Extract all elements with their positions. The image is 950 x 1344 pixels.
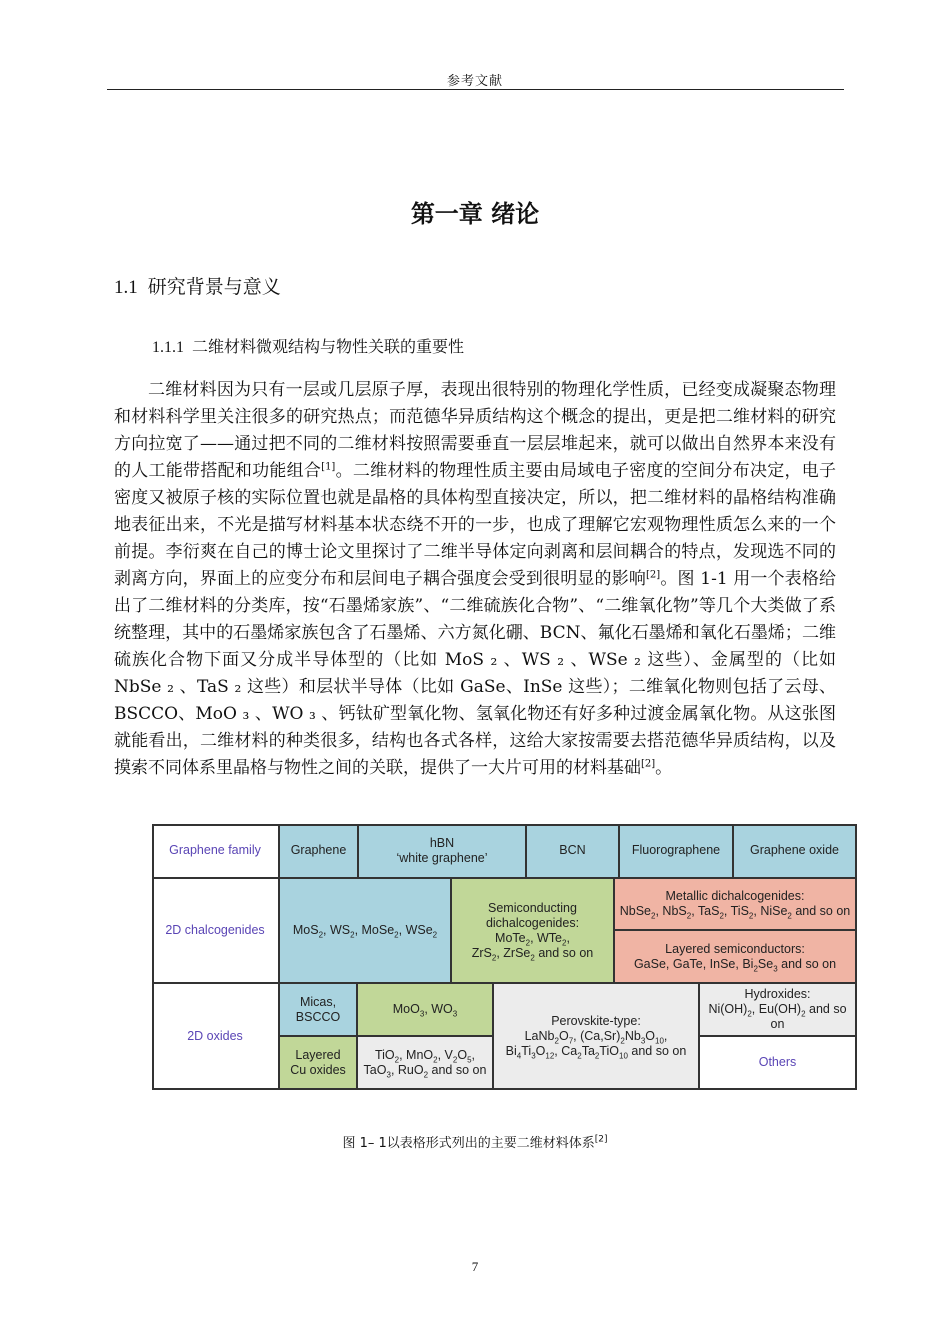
chalcogenides-label: 2D chalcogenides (152, 879, 280, 984)
formula-part: and so on (777, 956, 837, 971)
formula-part: O (457, 1047, 468, 1062)
formula-part: NbSe (619, 904, 652, 918)
cell-line: Metallic dichalcogenides: (665, 889, 805, 903)
formula-sub: 2 (432, 930, 438, 940)
formula-part: , WS (323, 923, 351, 937)
cell-line: Semiconducting (488, 900, 577, 915)
formula-part: , NbS (655, 904, 687, 918)
formula-part: O (535, 1043, 546, 1058)
cell-line (525, 1029, 668, 1044)
formula-part: , WO (424, 1002, 453, 1016)
formula-part: MoO (392, 1002, 420, 1016)
figure-caption (0, 1132, 950, 1151)
formula-sub: 2 (787, 911, 792, 921)
paragraph-part: 。 (655, 758, 673, 778)
hbn-line: hBN (429, 835, 455, 850)
formula-part: , (663, 1028, 668, 1043)
formula-part: Bi (505, 1043, 517, 1058)
others-cell: Others (700, 1037, 857, 1090)
paragraph-part: 。图 1-1 用一个表格给出了二维材料的分类库，按“石墨烯家族”、“二维硫族化合物”、“二维氧化物”等几个大类做了系统整理，其中的石墨烯家族包含了石墨烯、六方氮化硼、BCN、氟化石墨烯和氧化石墨烯；二维硫族化合物下面又分成半导体型的（比如 MoS ₂ 、WS ₂ 、WSe ₂ 这些）、金属型的（比如 NbSe ₂ 、TaS ₂ 这些）和层状半导体（比如 GaSe、InSe 这些）；二维氧化物则包括了云母、BSCCO、MoO ₃ 、WO ₃ 、钙钛矿型氧化物、氢氧化物还有好多种过渡金属氧化物。从这张图就能看出，二维材料的种类很多，结构也各式各样，这给大家按需要去搭范德华异质结构，以及摸索不同体系里晶格与物性之间的关联，提供了一大片可用的材料基础 (114, 569, 837, 778)
formula-sub: 2 (577, 1051, 582, 1060)
hbn-cell (359, 824, 527, 879)
formula-sub: 2 (554, 1036, 559, 1045)
formula-part: and so on (791, 904, 851, 918)
formula-part: , RuO (390, 1062, 424, 1077)
hydroxides-cell (700, 984, 857, 1037)
formula-part: MoS (292, 923, 319, 937)
formula-sub: 2 (753, 964, 758, 973)
formula-sub: 2 (350, 930, 355, 940)
formula-sub: 2 (530, 953, 535, 962)
formula-sub: 2 (423, 1070, 429, 1079)
layered-cu-oxides-cell (280, 1037, 358, 1090)
subsection-title: 二维材料微观结构与物性关联的重要性 (192, 337, 465, 356)
formula-sub: 3 (640, 1036, 646, 1045)
graphene-cell: Graphene (280, 824, 359, 879)
graphene-oxide-cell: Graphene oxide (734, 824, 857, 879)
cell-line: Micas, (299, 994, 337, 1009)
formula-sub: 2 (562, 938, 567, 947)
formula-part: MoTe (495, 930, 526, 945)
cell-line (620, 904, 851, 919)
cell-line: Cu oxides (290, 1062, 346, 1077)
tio2-cell (358, 1037, 494, 1090)
formula-part: Ni(OH) (708, 1002, 748, 1016)
formula-sub: 2 (318, 930, 324, 940)
formula-part: , MnO (399, 1047, 434, 1062)
cell-line (375, 1048, 475, 1063)
formula-sub: 12 (545, 1051, 555, 1060)
formula-sub: 2 (394, 1055, 400, 1064)
formula-sub: 10 (655, 1036, 664, 1045)
formula-part: O (645, 1028, 655, 1043)
cell-line: Layered semiconductors: (665, 941, 805, 956)
formula-part: , Ca (554, 1043, 578, 1058)
bcn-cell: BCN (527, 824, 620, 879)
formula-sub: 3 (531, 1051, 536, 1060)
running-header: 参考文献 (446, 74, 503, 89)
layered-semiconductors-cell (615, 931, 857, 984)
mos2-cell (280, 879, 452, 984)
formula-part: TiO (599, 1043, 620, 1058)
formula-part: Nb (624, 1028, 641, 1043)
subsection-heading (152, 334, 464, 357)
citation: [1] (321, 461, 336, 473)
cell-line: BSCCO (295, 1009, 341, 1024)
formula-sub: 2 (747, 1009, 752, 1019)
semiconducting-cell (452, 879, 615, 984)
formula-sub: 7 (568, 1036, 574, 1045)
section-heading (114, 272, 281, 299)
formula-part: , WTe (530, 930, 563, 945)
formula-part: , (Ca,Sr) (573, 1028, 621, 1043)
formula-sub: 2 (651, 911, 656, 921)
graphene-family-label: Graphene family (152, 824, 280, 879)
cell-line (472, 946, 593, 961)
micas-cell (280, 984, 358, 1037)
moo3-cell (358, 984, 494, 1037)
perovskite-cell (494, 984, 700, 1090)
formula-sub: 2 (433, 1055, 438, 1064)
formula-part: , ZrSe (496, 945, 531, 960)
formula-sub: 2 (452, 1055, 458, 1064)
formula-part: Ti (521, 1043, 532, 1058)
formula-part: , TaS (691, 904, 720, 918)
formula-part: TaO (363, 1062, 387, 1077)
cell-line: Layered (295, 1047, 341, 1062)
paragraph-part: 。二维材料的物理性质主要由局域电子密度的空间分布决定，电子密度又被原子核的实际位置也就是晶格的具体构型直接决定，所以，把二维材料的晶格结构准确地表征出来，不光是描写材料基本状态绕不开的一步，也成了理解它宏观物理性质怎么来的一个前提。李衍爽在自己的博士论文里探讨了二维半导体定向剥离和层间耦合的特点，发现选不同的剥离方向，界面上的应变分布和层间电子耦合强度会受到很明显的影响 (114, 461, 837, 589)
formula-sub: 2 (620, 1036, 625, 1045)
fluorographene-cell: Fluorographene (620, 824, 734, 879)
citation: [2] (646, 569, 661, 581)
chapter-title: 第一章 绪论 (410, 200, 540, 228)
formula-part: , V (437, 1047, 453, 1062)
cell-line (506, 1044, 687, 1059)
formula-sub: 3 (773, 964, 778, 973)
cell-line: dichalcogenides: (485, 915, 580, 930)
paragraph-part: 二维材料因为只有一层或几层原子厚，表现出很特别的物理化学性质，已经变成凝聚态物理和材料科学里关注很多的研究热点；而范德华异质结构这个概念的提出，更是把二维材料的研究方向拉宽了——通过把不同的二维材料按照需要垂直一层层堆起来，就可以做出自然界本来没有的人工能带搭配和功能组合 (114, 380, 836, 481)
formula-sub: 2 (748, 911, 754, 921)
formula-part: TiO (374, 1047, 395, 1062)
formula-part: , Eu(OH) (751, 1002, 802, 1016)
caption-text: 图 1– 1以表格形式列出的主要二维材料体系 (342, 1136, 595, 1151)
formula-part: and so on (428, 1062, 487, 1077)
cell-line (634, 957, 836, 972)
formula-part: LaNb (524, 1028, 555, 1043)
cell-line: Hydroxides: (744, 987, 811, 1001)
subsection-number: 1.1.1 (152, 339, 184, 356)
materials-table-figure (152, 824, 857, 1090)
cell-line (703, 1002, 852, 1032)
formula-part: , NiSe (753, 904, 788, 918)
formula-part: , (471, 1047, 476, 1062)
formula-sub: 2 (801, 1009, 806, 1019)
formula-sub: 5 (467, 1055, 472, 1064)
formula-sub: 2 (394, 930, 399, 940)
formula-part: , (566, 930, 570, 945)
formula-part: Se (757, 956, 774, 971)
formula-part: GaSe, GaTe, InSe, Bi (633, 956, 754, 971)
formula-sub: 3 (452, 1009, 458, 1019)
body-paragraph (114, 377, 836, 782)
formula (393, 1002, 457, 1017)
formula-part: O (558, 1028, 569, 1043)
formula-part: , TiS (723, 904, 749, 918)
cell-line: Perovskite-type: (551, 1013, 641, 1028)
formula-part: , WSe (398, 923, 433, 937)
formula-sub: 2 (686, 911, 692, 921)
oxides-label: 2D oxides (152, 984, 280, 1090)
cell-line (364, 1063, 487, 1078)
formula-sub: 2 (719, 911, 724, 921)
formula-part: and so on (627, 1043, 687, 1058)
cell-line (495, 931, 570, 946)
formula-part: Ta (581, 1043, 595, 1058)
page-number: 7 (471, 1259, 479, 1274)
formula-sub: 3 (386, 1070, 391, 1079)
formula-sub: 3 (419, 1009, 425, 1019)
citation: [2] (641, 758, 656, 770)
formula-sub: 2 (594, 1051, 600, 1060)
section-title: 研究背景与意义 (147, 276, 281, 298)
formula-sub: 2 (525, 938, 531, 947)
formula (293, 923, 437, 938)
metallic-cell (615, 879, 857, 931)
formula-part: and so on (770, 1002, 847, 1031)
section-number: 1.1 (114, 277, 138, 298)
formula-part: ZrS (471, 945, 492, 960)
formula-sub: 2 (491, 953, 497, 962)
formula-part: and so on (534, 945, 594, 960)
caption-citation: [2] (594, 1134, 608, 1145)
formula-part: , MoSe (354, 923, 395, 937)
formula-sub: 10 (619, 1051, 628, 1060)
formula-sub: 4 (516, 1051, 522, 1060)
header-rule (107, 89, 844, 90)
hbn-line: ‘white graphene’ (396, 850, 488, 865)
